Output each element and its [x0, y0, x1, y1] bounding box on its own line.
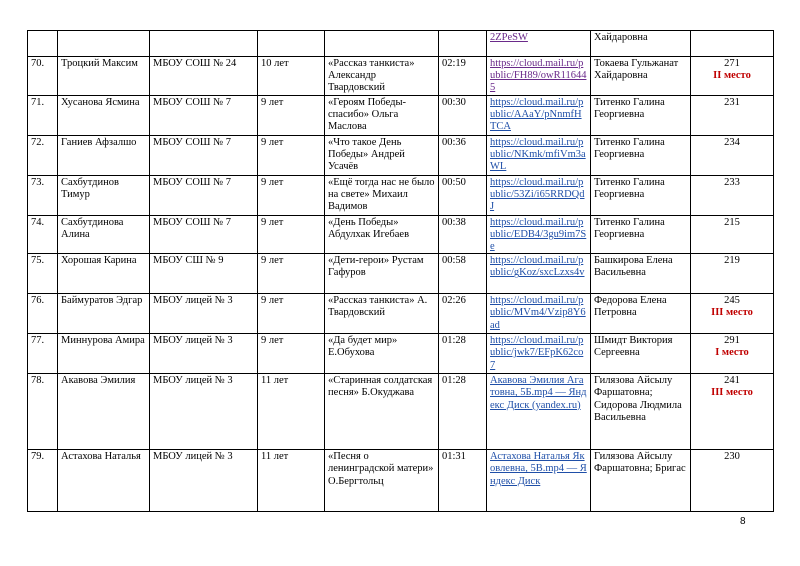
table-row: [28, 294, 774, 334]
score-value: 234: [724, 136, 740, 148]
score-value: 241: [724, 375, 740, 387]
cell-link: [487, 175, 591, 215]
cell-school: [150, 31, 258, 57]
cell-score: [691, 215, 774, 254]
cell-score: [691, 175, 774, 215]
cell-work: «Да будет мир» Е.Обухова: [325, 334, 439, 374]
cell-num: 79.: [28, 450, 58, 512]
table-row: [28, 334, 774, 374]
cell-work: «День Победы» Абдулхак Игебаев: [325, 215, 439, 254]
cell-score: [691, 31, 774, 57]
cell-num: [28, 31, 58, 57]
cell-teacher: Титенко Галина Георгиевна: [591, 175, 691, 215]
score-value: 271: [724, 58, 740, 69]
video-link[interactable]: https://cloud.mail.ru/public/EDB4/3gu9im7Se: [490, 216, 587, 253]
cell-school: МБОУ лицей № 3: [150, 374, 258, 450]
cell-time: 02:19: [439, 57, 487, 96]
video-link[interactable]: https://cloud.mail.ru/public/jwk7/EFpK62co7: [490, 335, 584, 371]
video-link[interactable]: https://cloud.mail.ru/public/53Zi/i65RRDQdJ: [490, 176, 585, 213]
cell-score: [691, 294, 774, 334]
cell-num: 76.: [28, 294, 58, 334]
cell-num: 74.: [28, 215, 58, 254]
cell-name: Сахбутдинова Алина: [58, 215, 150, 254]
cell-age: 9 лет: [258, 135, 325, 175]
cell-num: 70.: [28, 57, 58, 96]
cell-num: 71.: [28, 95, 58, 135]
video-link[interactable]: Астахова Наталья Яковлевна, 5В.mp4 — Яндекс Диск: [490, 451, 587, 487]
cell-teacher: Гилязова Айсылу Фаршатовна; Бригас: [591, 450, 691, 512]
cell-work: «Дети-герои» Рустам Гафуров: [325, 254, 439, 294]
cell-age: 11 лет: [258, 450, 325, 512]
cell-link: [487, 334, 591, 374]
cell-time: 00:50: [439, 175, 487, 215]
cell-teacher: Башкирова Елена Васильевна: [591, 254, 691, 294]
cell-num: 72.: [28, 135, 58, 175]
cell-work: «Старинная солдатская песня» Б.Окуджава: [325, 374, 439, 450]
cell-age: 9 лет: [258, 254, 325, 294]
cell-link: [487, 374, 591, 450]
table-row: [28, 95, 774, 135]
cell-link: [487, 450, 591, 512]
cell-score: [691, 57, 774, 96]
table-row: [28, 135, 774, 175]
cell-age: 9 лет: [258, 294, 325, 334]
cell-time: 00:38: [439, 215, 487, 254]
cell-num: 75.: [28, 254, 58, 294]
cell-work: «Ещё тогда нас не было на свете» Михаил Вадимов: [325, 175, 439, 215]
cell-work: [325, 31, 439, 57]
score-value: 231: [724, 96, 740, 108]
cell-score: [691, 135, 774, 175]
cell-time: [439, 31, 487, 57]
cell-age: 11 лет: [258, 374, 325, 450]
video-link[interactable]: Акавова Эмилия Агатовна, 5Б.mp4 — Яндекс Диск (yandex.ru): [490, 375, 587, 411]
cell-name: Хорошая Карина: [58, 254, 150, 294]
table-row: [28, 254, 774, 294]
cell-name: Хусанова Ясмина: [58, 95, 150, 135]
cell-age: [258, 31, 325, 57]
table-row: [28, 450, 774, 512]
cell-name: Миннурова Амира: [58, 334, 150, 374]
cell-name: Астахова Наталья: [58, 450, 150, 512]
cell-name: Акавова Эмилия: [58, 374, 150, 450]
table-row: [28, 175, 774, 215]
cell-time: 00:36: [439, 135, 487, 175]
cell-name: Баймуратов Эдгар: [58, 294, 150, 334]
score-value: 219: [724, 255, 740, 267]
cell-age: 9 лет: [258, 95, 325, 135]
cell-score: [691, 450, 774, 512]
cell-link: [487, 254, 591, 294]
cell-school: МБОУ СШ № 9: [150, 254, 258, 294]
score-value: 245: [724, 295, 740, 307]
place-award: I место: [715, 347, 749, 359]
cell-teacher: Титенко Галина Георгиевна: [591, 135, 691, 175]
cell-teacher: Титенко Галина Георгиевна: [591, 215, 691, 254]
cell-score: [691, 374, 774, 450]
cell-score: [691, 254, 774, 294]
table-row: [28, 31, 774, 57]
cell-time: 00:58: [439, 254, 487, 294]
cell-work: «Рассказ танкиста» А. Твардовский: [325, 294, 439, 334]
cell-school: МБОУ лицей № 3: [150, 450, 258, 512]
cell-name: Сахбутдинов Тимур: [58, 175, 150, 215]
score-value: 230: [724, 451, 740, 463]
cell-teacher: Шмидт Виктория Сергеевна: [591, 334, 691, 374]
cell-time: 01:28: [439, 334, 487, 374]
place-award: II место: [713, 70, 751, 82]
video-link[interactable]: 2ZPeSW: [490, 32, 528, 43]
cell-teacher: Федорова Елена Петровна: [591, 294, 691, 334]
cell-name: Троцкий Максим: [58, 57, 150, 96]
cell-school: МБОУ СОШ № 7: [150, 215, 258, 254]
video-link[interactable]: https://cloud.mail.ru/public/NKmk/mfiVm3aWL: [490, 136, 586, 173]
cell-num: 73.: [28, 175, 58, 215]
table-row: [28, 374, 774, 450]
cell-name: [58, 31, 150, 57]
cell-teacher: Титенко Галина Георгиевна: [591, 95, 691, 135]
table-row: [28, 215, 774, 254]
cell-link: [487, 294, 591, 334]
cell-link: [487, 215, 591, 254]
video-link[interactable]: https://cloud.mail.ru/public/FH89/owR116445: [490, 58, 587, 94]
cell-time: 00:30: [439, 95, 487, 135]
cell-school: МБОУ лицей № 3: [150, 334, 258, 374]
cell-school: МБОУ лицей № 3: [150, 294, 258, 334]
cell-score: [691, 95, 774, 135]
video-link[interactable]: https://cloud.mail.ru/public/MVm4/Vzip8Y6ad: [490, 295, 586, 331]
table-row: [28, 57, 774, 96]
cell-work: «Героям Победы-спасибо» Ольга Маслова: [325, 95, 439, 135]
place-award: III место: [711, 307, 753, 319]
cell-score: [691, 334, 774, 374]
cell-work: «Песня о ленинградской матери» О.Бергтольц: [325, 450, 439, 512]
results-table: [27, 30, 774, 512]
cell-school: МБОУ СОШ № 7: [150, 135, 258, 175]
video-link[interactable]: https://cloud.mail.ru/public/AAaY/pNnmfHTCA: [490, 96, 584, 133]
video-link[interactable]: https://cloud.mail.ru/public/gKoz/sxcLzxs4v: [490, 255, 585, 279]
cell-teacher: Гилязова Айсылу Фаршатовна; Сидорова Людмила Васильевна: [591, 374, 691, 450]
cell-age: 9 лет: [258, 215, 325, 254]
place-award: III место: [711, 387, 753, 399]
cell-age: 9 лет: [258, 175, 325, 215]
cell-link: [487, 31, 591, 57]
cell-school: МБОУ СОШ № 24: [150, 57, 258, 96]
cell-work: «Что такое День Победы» Андрей Усачёв: [325, 135, 439, 175]
cell-school: МБОУ СОШ № 7: [150, 175, 258, 215]
cell-link: [487, 57, 591, 96]
cell-school: МБОУ СОШ № 7: [150, 95, 258, 135]
page-number: 8: [740, 516, 746, 527]
cell-work: «Рассказ танкиста» Александр Твардовский: [325, 57, 439, 96]
cell-time: 01:28: [439, 374, 487, 450]
cell-link: [487, 135, 591, 175]
cell-link: [487, 95, 591, 135]
cell-teacher: Токаева Гульжанат Хайдаровна: [591, 57, 691, 96]
score-value: 233: [724, 176, 740, 188]
cell-num: 78.: [28, 374, 58, 450]
cell-time: 02:26: [439, 294, 487, 334]
score-value: 215: [724, 216, 740, 228]
cell-name: Ганиев Афзалшо: [58, 135, 150, 175]
cell-teacher: Хайдаровна: [591, 31, 691, 57]
cell-time: 01:31: [439, 450, 487, 512]
cell-age: 10 лет: [258, 57, 325, 96]
score-value: 291: [724, 335, 740, 347]
cell-num: 77.: [28, 334, 58, 374]
cell-age: 9 лет: [258, 334, 325, 374]
